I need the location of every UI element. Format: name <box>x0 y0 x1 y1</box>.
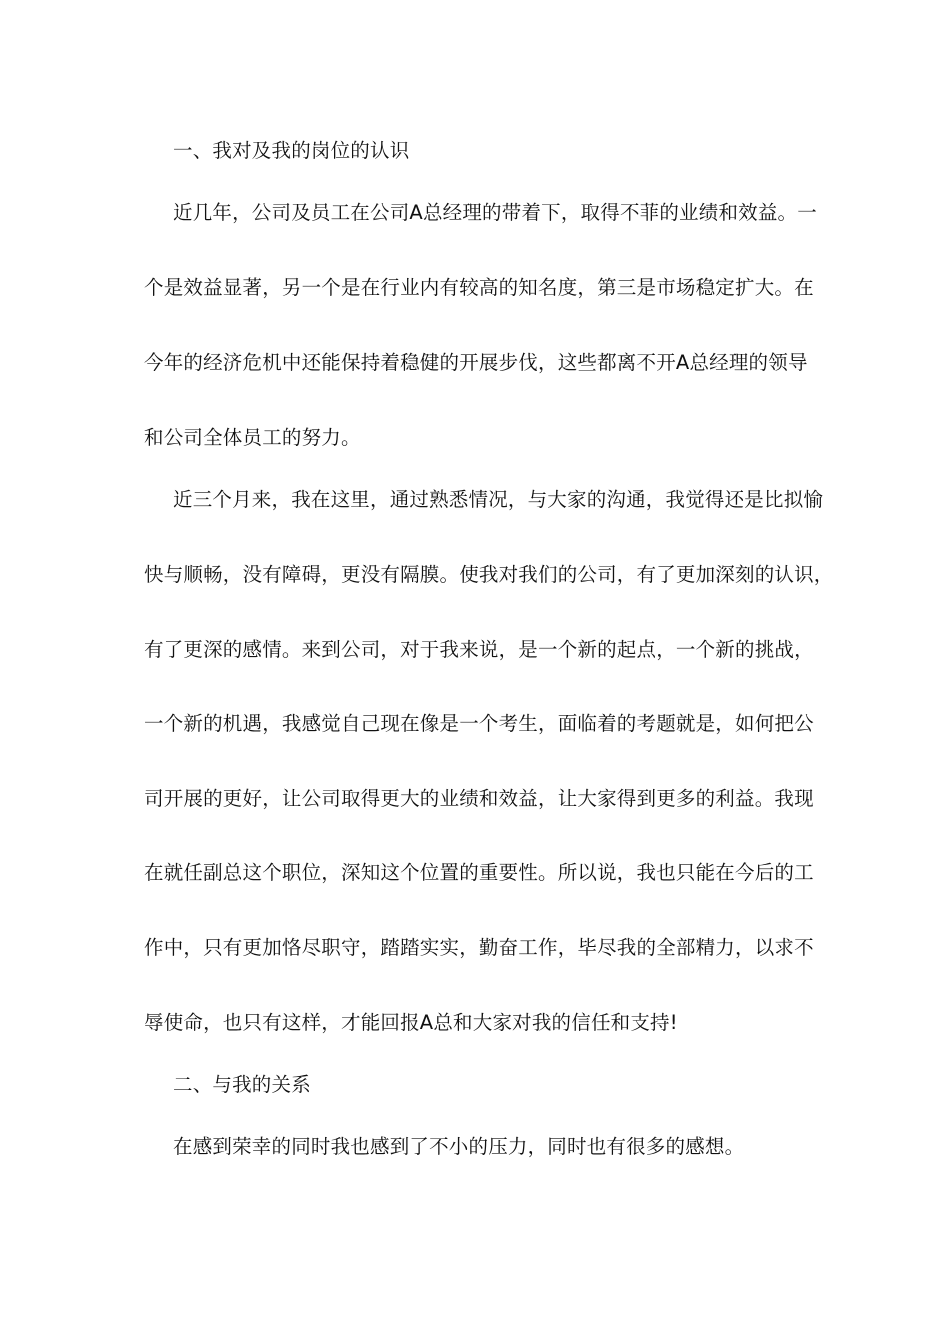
paragraph-2-line: 在就任副总这个职位，深知这个位置的重要性。所以说，我也只能在今后的工 <box>144 861 814 884</box>
paragraph-2-line: 有了更深的感情。来到公司，对于我来说，是一个新的起点，一个新的挑战， <box>144 638 814 661</box>
paragraph-1-line: 近几年，公司及员工在公司A总经理的带着下，取得不菲的业绩和效益。一 <box>173 201 817 224</box>
paragraph-1-line: 和公司全体员工的努力。 <box>144 426 361 449</box>
paragraph-1-line: 个是效益显著，另一个是在行业内有较高的知名度，第三是市场稳定扩大。在 <box>144 276 814 299</box>
paragraph-2-line: 一个新的机遇，我感觉自己现在像是一个考生，面临着的考题就是，如何把公 <box>144 712 814 735</box>
paragraph-2-line: 作中，只有更加恪尽职守，踏踏实实，勤奋工作，毕尽我的全部精力，以求不 <box>144 936 814 959</box>
paragraph-2-line: 司开展的更好，让公司取得更大的业绩和效益，让大家得到更多的利益。我现 <box>144 787 814 810</box>
paragraph-3-line: 在感到荣幸的同时我也感到了不小的压力，同时也有很多的感想。 <box>173 1135 745 1158</box>
paragraph-1-line: 今年的经济危机中还能保持着稳健的开展步伐，这些都离不开A总经理的领导 <box>144 351 808 374</box>
section-heading-1: 一、我对及我的岗位的认识 <box>173 139 410 162</box>
paragraph-2-line: 快与顺畅，没有障碍，更没有隔膜。使我对我们的公司，有了更加深刻的认识， <box>144 563 834 586</box>
section-heading-2: 二、与我的关系 <box>173 1073 311 1096</box>
paragraph-2-line: 辱使命，也只有这样，才能回报A总和大家对我的信任和支持! <box>144 1011 678 1034</box>
paragraph-2-line: 近三个月来，我在这里，通过熟悉情况，与大家的沟通，我觉得还是比拟愉 <box>173 488 824 511</box>
